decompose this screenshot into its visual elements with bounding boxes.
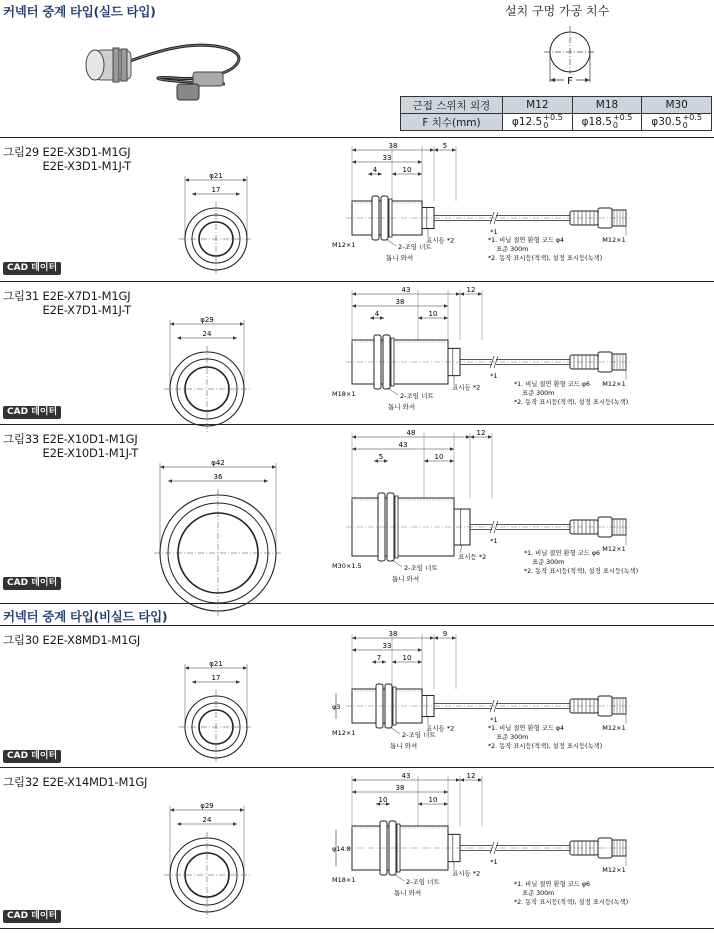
section-rule <box>0 603 714 604</box>
head-length-dim-label: 9 <box>442 630 448 638</box>
hole-dimension-table <box>400 96 712 131</box>
outer-diameter-dim-label: φ29 <box>200 316 214 324</box>
body-length-dim-label: 33 <box>382 154 392 162</box>
section-rule <box>0 625 714 626</box>
diameter-dim-label: φ3 <box>332 703 341 711</box>
nut-pitch-dim <box>370 310 384 320</box>
thread-end-dim <box>392 166 422 176</box>
cable-mark-label: *1 <box>490 537 498 545</box>
table-col-size: M12 <box>502 97 572 114</box>
head-length-dim <box>470 429 492 439</box>
table-col-size: M30 <box>642 97 712 114</box>
model-number: E2E-X8MD1-M1GJ <box>42 633 141 647</box>
side-view-drawing <box>330 628 710 762</box>
model-number: E2E-X14MD1-M1GJ <box>42 775 148 789</box>
body-thread-label: M12×1 <box>332 729 356 737</box>
inner-width-dim-label: 24 <box>202 816 212 824</box>
front-view-drawing <box>160 316 254 434</box>
figure-label <box>3 775 147 789</box>
total-length-dim-label: 38 <box>388 630 398 638</box>
nonshielded-section-title: 커넥터 중계 타입(비실드 타입) <box>3 609 168 624</box>
f-value: φ18.5 <box>581 116 612 128</box>
washer-label: 톱니 와셔 <box>394 889 422 897</box>
sensor-body <box>352 335 448 389</box>
head-length-dim-label: 12 <box>466 772 476 780</box>
note-line: 표준 300m <box>532 559 565 566</box>
figure-number: 그림33 <box>3 432 43 446</box>
total-length-dim-label: 38 <box>388 142 398 150</box>
connector-photo <box>177 72 223 100</box>
nut-pitch-dim-label: 5 <box>378 453 384 461</box>
note-line: *1. 비닐 절연 환형 코드 φ6 <box>514 381 590 388</box>
note-line: *2. 동작 표시등(적색), 설정 표시등(녹색) <box>514 899 629 906</box>
connector-thread-label: M12×1 <box>602 380 626 388</box>
figure-label <box>3 432 138 460</box>
head-length-dim-label: 12 <box>476 429 486 437</box>
thread-end-dim-label: 10 <box>402 166 412 174</box>
figure-label <box>3 633 140 647</box>
inner-width-dim <box>177 816 237 826</box>
sensor-body <box>352 821 448 875</box>
total-length-dim <box>352 630 434 640</box>
head-length-dim <box>434 142 456 152</box>
section-rule <box>0 928 714 929</box>
tol-upper: +0.5 <box>543 113 563 122</box>
outer-diameter-dim <box>185 172 247 182</box>
head-length-dim <box>434 630 456 640</box>
model-number: E2E-X10D1-M1GJ <box>42 432 138 446</box>
nut-pitch-dim <box>374 453 388 463</box>
thread-end-dim-label: 10 <box>434 453 444 461</box>
total-length-dim-label: 43 <box>401 286 411 294</box>
tol-upper: +0.5 <box>682 113 703 122</box>
indicator-label: 표시등 *2 <box>426 236 455 245</box>
note-line: *1. 비닐 절연 환형 코드 φ6 <box>514 881 590 888</box>
figure-number: 그림32 <box>3 775 43 789</box>
total-length-dim <box>352 286 460 296</box>
tol-upper: +0.5 <box>612 113 633 122</box>
model-number: E2E-X3D1-M1GJ <box>42 145 131 159</box>
nut-label: 2-조임 너트 <box>402 731 436 739</box>
total-length-dim <box>352 429 470 439</box>
thread-end-dim-label: 10 <box>428 310 438 318</box>
sensor-body-photo <box>86 48 131 82</box>
model-number: E2E-X3D1-M1J-T <box>42 159 131 173</box>
thread-end-dim <box>392 654 422 664</box>
cable-mark-label: *1 <box>490 228 498 236</box>
note-line: *1. 비닐 절연 환형 코드 φ4 <box>488 237 564 244</box>
table-row-label: F 치수(mm) <box>401 114 503 131</box>
note-line: 표준 300m <box>522 890 555 897</box>
outer-diameter-dim-label: φ21 <box>209 660 223 668</box>
cad-data-button[interactable]: CAD 데이터 <box>3 910 61 923</box>
inner-width-dim <box>192 674 240 684</box>
outer-diameter-dim <box>170 316 244 326</box>
diameter-dim <box>332 693 340 719</box>
front-view-drawing <box>150 459 286 619</box>
table-col-size: M18 <box>572 97 642 114</box>
thread-end-dim <box>418 310 448 320</box>
table-cell <box>572 114 642 131</box>
outer-diameter-dim <box>185 660 247 670</box>
figure-number: 그림29 <box>3 145 43 159</box>
note-line: *2. 동작 표시등(적색), 설정 표시등(녹색) <box>514 399 629 406</box>
note-line: *1. 비닐 절연 환형 코드 φ4 <box>488 725 564 732</box>
diameter-dim-label: φ14.8 <box>332 845 351 853</box>
table-header-label: 근접 스위치 외경 <box>401 97 503 114</box>
thread-end-dim <box>418 796 448 806</box>
nut-label: 2-조임 너트 <box>404 564 438 572</box>
thread-end-dim <box>424 453 454 463</box>
nut-label: 2-조임 너트 <box>400 392 434 400</box>
note-line: 표준 300m <box>522 390 555 397</box>
body-length-dim <box>352 441 454 451</box>
nut-pitch-dim-label: 7 <box>376 654 382 662</box>
inner-width-dim <box>192 186 240 196</box>
notes <box>514 879 628 906</box>
tol-lower: 0 <box>543 121 549 130</box>
body-thread-label: M18×1 <box>332 876 356 884</box>
indicator-label: 표시등 *2 <box>426 724 455 733</box>
notes <box>488 723 602 750</box>
note-line: *2. 동작 표시등(적색), 설정 표시등(녹색) <box>488 743 603 750</box>
connector-thread-label: M12×1 <box>602 236 626 244</box>
hole-diagram <box>536 24 606 88</box>
indicator-label: 표시등 *2 <box>452 383 481 392</box>
washer-label: 톱니 와셔 <box>390 742 418 750</box>
note-line: *2. 동작 표시등(적색), 설정 표시등(녹색) <box>488 255 603 262</box>
notes <box>488 235 602 262</box>
connector-thread-label: M12×1 <box>602 724 626 732</box>
washer-label: 톱니 와셔 <box>388 403 416 411</box>
body-length-dim-label: 43 <box>398 441 408 449</box>
front-view-drawing <box>160 802 254 920</box>
inner-width-dim-label: 36 <box>213 473 223 481</box>
head-length-dim-label: 5 <box>442 142 448 150</box>
body-length-dim <box>352 298 448 308</box>
body-length-dim-label: 33 <box>382 642 392 650</box>
nut-pitch-dim <box>372 654 386 664</box>
side-view-drawing <box>330 427 710 589</box>
inner-width-dim <box>168 473 268 483</box>
cable-mark-label: *1 <box>490 858 498 866</box>
hole-title: 설치 구멍 가공 치수 <box>505 4 610 18</box>
inner-width-dim <box>177 330 237 340</box>
m12-connector <box>570 696 626 724</box>
indicator-label: 표시등 *2 <box>458 552 487 561</box>
cad-data-button[interactable]: CAD 데이터 <box>3 262 61 275</box>
model-number: E2E-X7D1-M1J-T <box>42 303 131 317</box>
f-value: φ30.5 <box>651 116 682 128</box>
outer-diameter-dim <box>170 802 244 812</box>
table-cell <box>502 114 572 131</box>
section-rule <box>0 137 714 138</box>
nut-pitch-dim <box>376 796 390 806</box>
nut-pitch-dim-label: 4 <box>372 166 378 174</box>
front-view-drawing <box>175 172 257 278</box>
note-line: 표준 300m <box>496 734 529 741</box>
model-number: E2E-X7D1-M1GJ <box>42 289 131 303</box>
inner-width-dim-label: 24 <box>202 330 212 338</box>
m12-connector <box>570 517 626 545</box>
body-length-dim <box>352 154 422 164</box>
hole-f-label: F <box>567 76 573 87</box>
outer-diameter-dim <box>160 459 276 469</box>
shielded-section-title: 커넥터 중계 타입(실드 타입) <box>3 4 156 19</box>
inner-width-dim-label: 17 <box>211 186 221 194</box>
figure-number: 그림30 <box>3 633 43 647</box>
head-length-dim-label: 12 <box>466 286 476 294</box>
cad-data-button[interactable]: CAD 데이터 <box>3 750 61 763</box>
outer-diameter-dim-label: φ21 <box>209 172 223 180</box>
body-length-dim-label: 38 <box>395 784 405 792</box>
connector-thread-label: M12×1 <box>602 545 626 553</box>
body-thread-label: M12×1 <box>332 241 356 249</box>
table-cell <box>642 114 712 131</box>
nut-pitch-dim-label: 4 <box>374 310 380 318</box>
body-length-dim <box>352 642 422 652</box>
sensor-photo <box>75 22 250 104</box>
outer-diameter-dim-label: φ42 <box>211 459 225 467</box>
connector-thread-label: M12×1 <box>602 866 626 874</box>
thread-end-dim-label: 10 <box>428 796 438 804</box>
washer-label: 톱니 와셔 <box>392 575 420 583</box>
outer-diameter-dim-label: φ29 <box>200 802 214 810</box>
cable-mark-label: *1 <box>490 372 498 380</box>
indicator-label: 표시등 *2 <box>452 869 481 878</box>
total-length-dim-label: 48 <box>406 429 416 437</box>
nut-pitch-dim <box>368 166 382 176</box>
m12-connector <box>570 352 626 380</box>
body-thread-label: M30×1.5 <box>332 562 362 570</box>
note-line: *1. 비닐 절연 환형 코드 φ6 <box>524 550 600 557</box>
m12-connector <box>570 838 626 866</box>
side-view-drawing <box>330 140 710 274</box>
tol-lower: 0 <box>682 121 688 130</box>
m12-connector <box>570 208 626 236</box>
tol-lower: 0 <box>612 121 618 130</box>
figure-label <box>3 289 131 317</box>
head-length-dim <box>460 772 482 782</box>
note-line: 표준 300m <box>496 246 529 253</box>
figure-number: 그림31 <box>3 289 43 303</box>
nut-label: 2-조임 너트 <box>398 243 432 251</box>
body-thread-label: M18×1 <box>332 390 356 398</box>
total-length-dim <box>352 772 460 782</box>
model-number: E2E-X10D1-M1J-T <box>42 446 139 460</box>
side-view-drawing <box>330 284 710 418</box>
total-length-dim <box>352 142 434 152</box>
front-view-drawing <box>175 660 257 766</box>
washer-label: 톱니 와셔 <box>386 254 414 262</box>
body-length-dim <box>352 784 448 794</box>
side-view-drawing <box>330 770 710 922</box>
total-length-dim-label: 43 <box>401 772 411 780</box>
f-value: φ12.5 <box>511 116 543 128</box>
nut-pitch-dim-label: 10 <box>378 796 388 804</box>
head-length-dim <box>460 286 482 296</box>
note-line: *2. 동작 표시등(적색), 설정 표시등(녹색) <box>524 568 639 575</box>
inner-width-dim-label: 17 <box>211 674 221 682</box>
section-rule <box>0 424 714 425</box>
thread-end-dim-label: 10 <box>402 654 412 662</box>
figure-label <box>3 145 131 173</box>
nut-label: 2-조임 너트 <box>406 878 440 886</box>
cad-data-button[interactable]: CAD 데이터 <box>3 577 61 590</box>
section-rule <box>0 281 714 282</box>
section-rule <box>0 767 714 768</box>
cable-mark-label: *1 <box>490 716 498 724</box>
cad-data-button[interactable]: CAD 데이터 <box>3 406 61 419</box>
body-length-dim-label: 38 <box>395 298 405 306</box>
